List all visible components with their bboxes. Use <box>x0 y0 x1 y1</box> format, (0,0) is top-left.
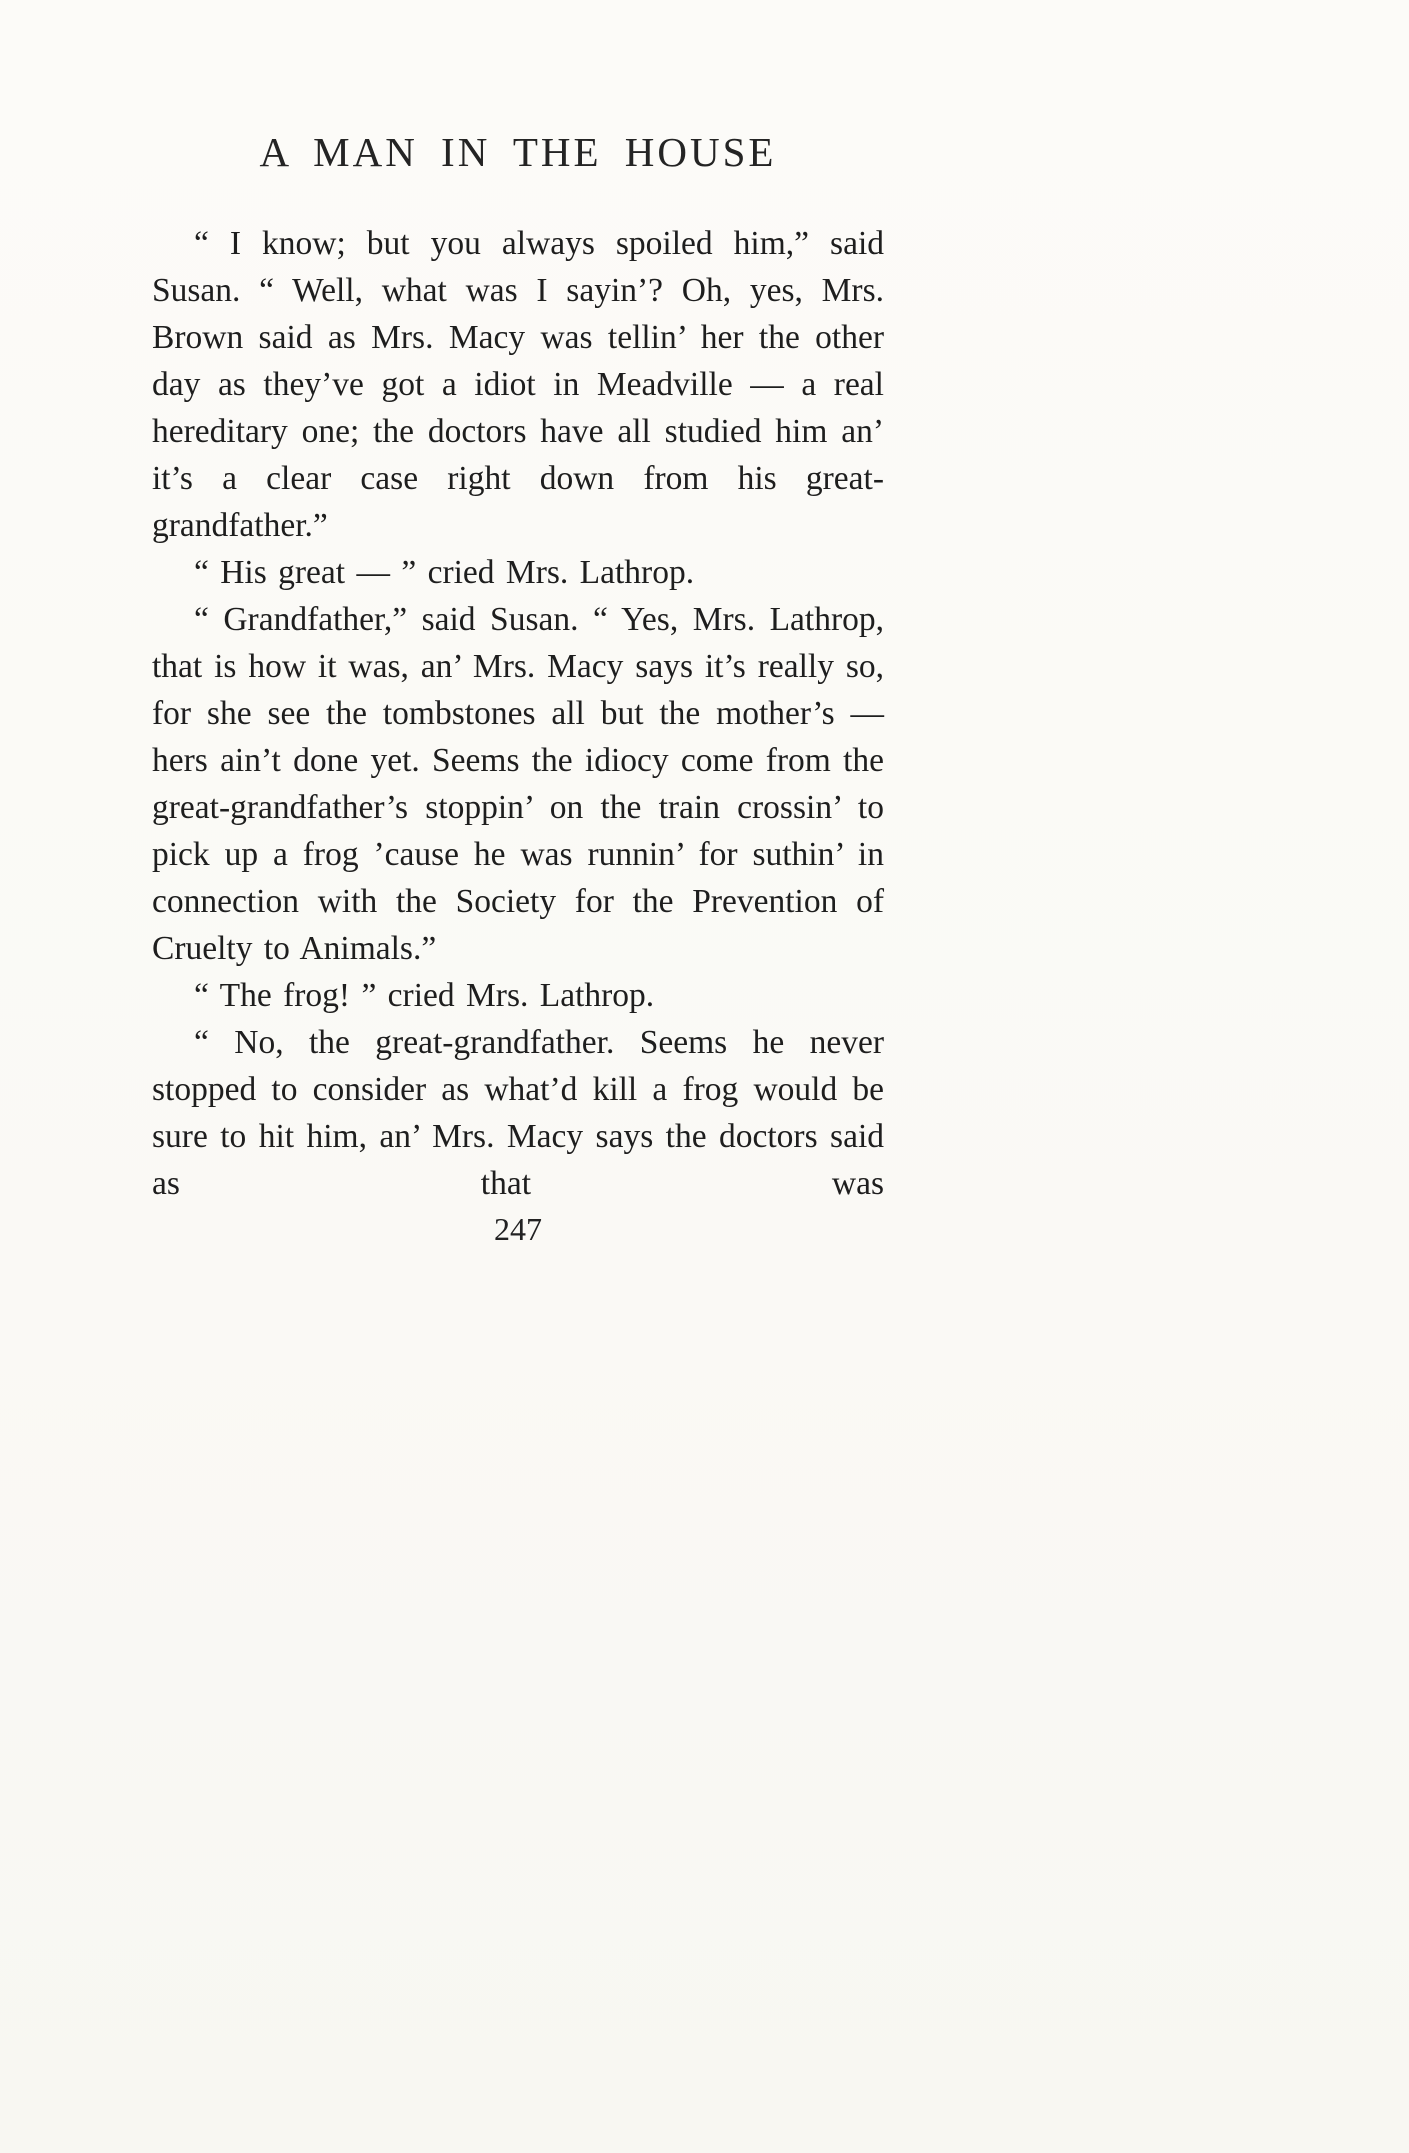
paragraph-3: “ Grandfather,” said Susan. “ Yes, Mrs. Lathrop, that is how it was, an’ Mrs. Macy says it’s really so, for she see the tombstones all but the mother’s — hers ain’t done yet. Seems the idiocy come from the great-grandfather’s stoppin’ on the train crossin’ to pick up a frog ’cause he was runnin’ for suthin’ in connection with the Society for the Prevention of Cruelty to Animals.” <box>152 601 884 967</box>
paragraph-2: “ His great — ” cried Mrs. Lathrop. <box>194 554 695 591</box>
page-number: 247 <box>494 1211 542 1247</box>
paragraph-1: “ I know; but you always spoiled him,” said Susan. “ Well, what was I sayin’? Oh, yes, Mrs. Brown said as Mrs. Macy was tellin’ her the other day as they’ve got a idiot in Meadville — a real hereditary one; the doctors have all studied him an’ it’s a clear case right down from his great-grandfather.” <box>152 225 884 544</box>
paragraph-5: “ No, the great-grandfather. Seems he never stopped to consider as what’d kill a frog would be sure to hit him, an’ Mrs. Macy says the doctors said as that was <box>152 1024 884 1202</box>
text-block <box>152 128 884 1248</box>
paragraph-4: “ The frog! ” cried Mrs. Lathrop. <box>194 977 655 1014</box>
chapter-title: A MAN IN THE HOUSE <box>259 129 777 175</box>
